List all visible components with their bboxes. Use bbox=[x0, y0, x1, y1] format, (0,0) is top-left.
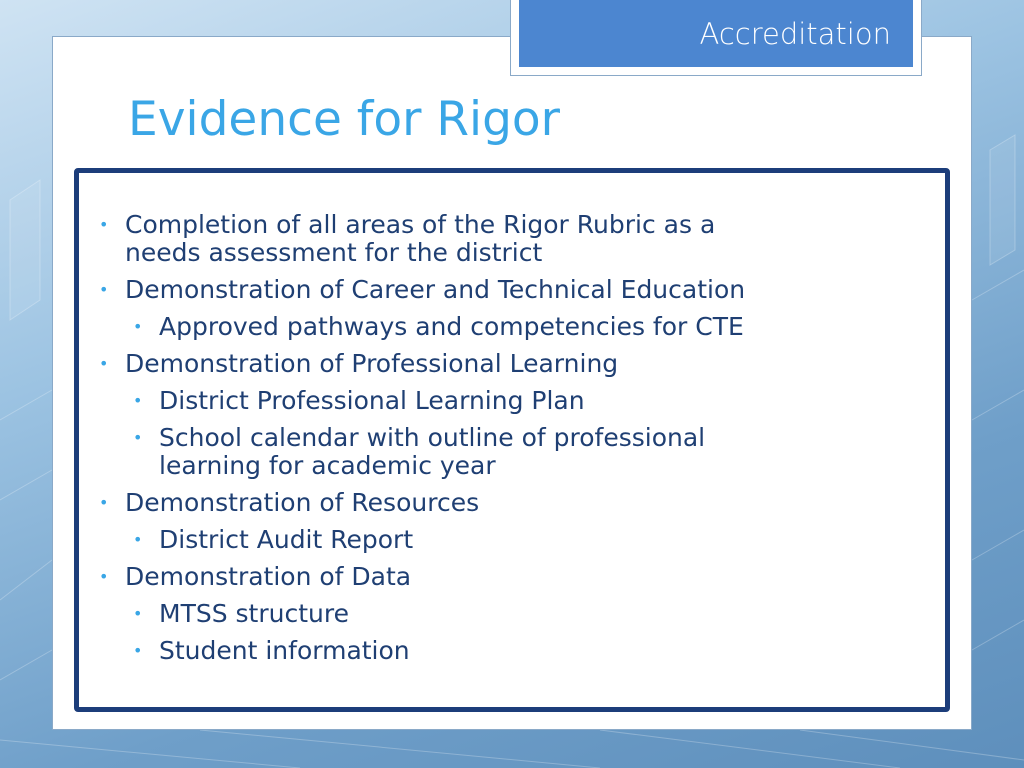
bullet-item bbox=[79, 563, 925, 591]
sub-bullet-item bbox=[79, 600, 925, 628]
sub-bullet-item bbox=[79, 526, 925, 554]
bullet-dot-icon: • bbox=[133, 391, 143, 410]
sub-bullet-item bbox=[79, 313, 925, 341]
bullet-text-line: Student information bbox=[159, 636, 410, 665]
sub-bullet-item bbox=[79, 387, 925, 415]
bullet-dot-icon: • bbox=[99, 493, 109, 512]
bullet-text-line: District Professional Learning Plan bbox=[159, 386, 585, 415]
bullet-item bbox=[79, 211, 925, 267]
section-tab-label: Accreditation bbox=[519, 0, 913, 67]
bullet-text-line: Demonstration of Resources bbox=[125, 488, 480, 517]
bullet-text-line: School calendar with outline of professional bbox=[159, 423, 706, 452]
content-box bbox=[74, 168, 950, 712]
sub-bullet-item bbox=[79, 424, 925, 480]
bullet-text-line: learning for academic year bbox=[159, 451, 496, 480]
bullet-item bbox=[79, 489, 925, 517]
bullet-dot-icon: • bbox=[133, 317, 143, 336]
bullet-text-line: Demonstration of Data bbox=[125, 562, 412, 591]
bullet-text-line: Demonstration of Professional Learning bbox=[125, 349, 619, 378]
bullet-dot-icon: • bbox=[133, 428, 143, 447]
bullet-item bbox=[79, 350, 925, 378]
bullet-dot-icon: • bbox=[99, 215, 109, 234]
bullet-item bbox=[79, 276, 925, 304]
bullet-text-line: needs assessment for the district bbox=[125, 238, 543, 267]
bullet-text-line: Approved pathways and competencies for CTE bbox=[159, 312, 744, 341]
bullet-text-line: MTSS structure bbox=[159, 599, 349, 628]
bullet-text-line: Demonstration of Career and Technical Education bbox=[125, 275, 746, 304]
section-tab bbox=[510, 0, 922, 76]
slide-title: Evidence for Rigor bbox=[128, 92, 560, 147]
bullet-dot-icon: • bbox=[99, 567, 109, 586]
bullet-text-line: District Audit Report bbox=[159, 525, 414, 554]
bullet-text-line: Completion of all areas of the Rigor Rubric as a bbox=[125, 210, 716, 239]
bullet-list bbox=[79, 173, 945, 665]
bullet-dot-icon: • bbox=[99, 280, 109, 299]
sub-bullet-item bbox=[79, 637, 925, 665]
bullet-dot-icon: • bbox=[99, 354, 109, 373]
bullet-dot-icon: • bbox=[133, 530, 143, 549]
bullet-dot-icon: • bbox=[133, 641, 143, 660]
bullet-dot-icon: • bbox=[133, 604, 143, 623]
